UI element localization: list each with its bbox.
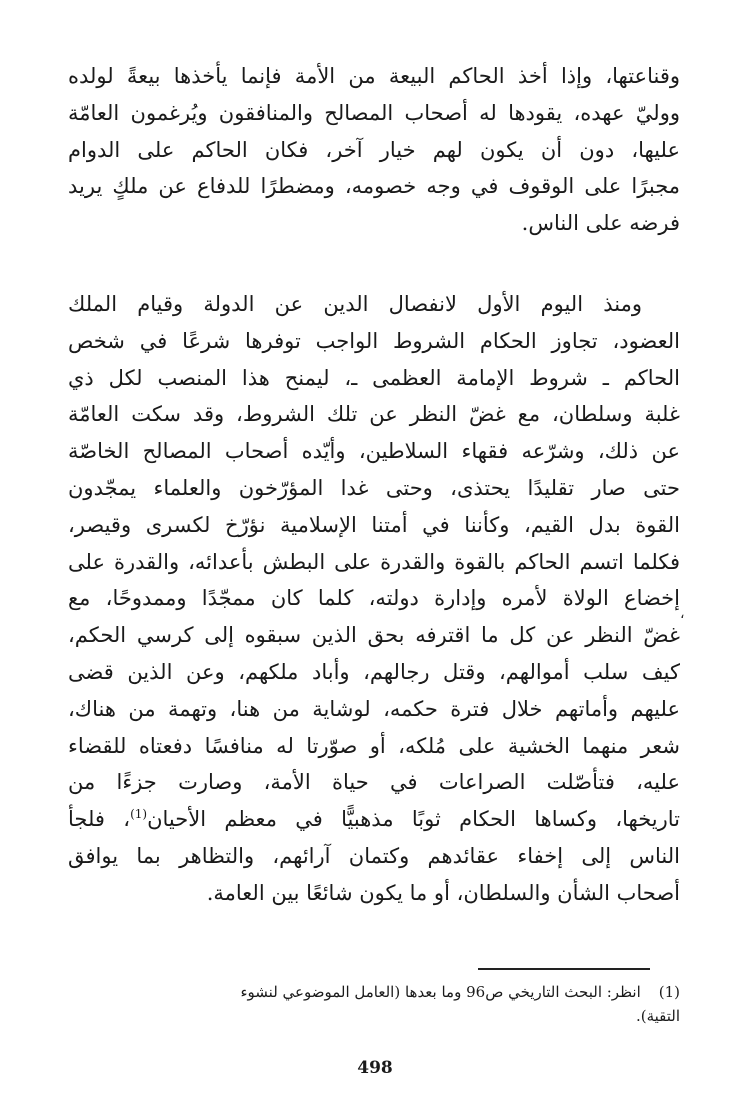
margin-mark: ، [680,606,685,622]
text-line: الناس إلى إخفاء عقائدهم وكتمان آرائهم، والتظاهر بما يوافق [68,843,680,868]
footnote-separator [478,968,650,970]
text-line: الحاكم ـ شروط الإمامة العظمى ـ، ليمنح هذا المنصب لكل ذي [68,365,680,390]
text-line: غلبة وسلطان، مع غضّ النظر عن تلك الشروط، وقد سكت العامّة [68,402,680,427]
text-line: حتى صار تقليدًا يحتذى، وحتى غدا المؤرّخون والعلماء يمجّدون [68,475,680,500]
footnote [200,980,680,1028]
text-line: فرضه على الناس. [521,211,680,236]
paragraph-2 [68,286,680,912]
text-line: وقناعتها، وإذا أخذ الحاكم البيعة من الأمة فإنما يأخذها بيعةً لولده [68,64,680,88]
text-line: عليهم وأماتهم خلال فترة حكمه، لوشاية من هنا، وتهمة من هناك، [68,696,680,721]
text-line: عليها، دون أن يكون لهم خيار آخر، فكان الحاكم على الدوام [68,137,680,162]
text-line: مجبرًا على الوقوف في وجه خصومه، ومضطرًا للدفاع عن ملكٍ يريد [68,174,680,199]
text-line: عن ذلك، وشرّعه فقهاء السلاطين، وأيّده أصحاب المصالح الخاصّة [68,439,680,464]
text-line-head: تاريخها، وكساها الحكام ثوبًا مذهبيًّا في معظم الأحيان [147,807,680,832]
footnote-number: (1) [658,983,680,1001]
footnote-reference[interactable]: (1) [130,807,148,822]
text-line-with-footnote [68,801,680,838]
text-line: إخضاع الولاة لأمره وإدارة دولته، كلما كان ممجّدًا وممدوحًا، مع [68,586,680,611]
paragraph-1 [68,58,680,242]
text-line: ووليّ عهده، يقودها له أصحاب المصالح والمنافقون ويُرغمون العامّة [68,100,680,125]
text-line: كيف سلب أموالهم، وقتل رجالهم، وأباد ملكهم، وعن الذين قضى [68,659,680,684]
text-line: العضود، تجاوز الحكام الشروط الواجب توفرها شرعًا في شخص [68,328,680,353]
text-line: شعر منهما الخشية على مُلكه، أو صوّرتا له منافسًا دفعتاه للقضاء [68,733,680,758]
text-line: فكلما اتسم الحاكم بالقوة والقدرة على البطش بأعدائه، والقدرة على [68,549,680,574]
text-line: عليه، فتأصّلت الصراعات في حياة الأمة، وصارت جزءًا من [68,770,680,795]
text-line: أصحاب الشأن والسلطان، أو ما يكون شائعًا بين العامة. [206,880,680,905]
footnote-text: انظر: البحث التاريخي ص96 وما بعدها (العامل الموضوعي لنشوء التقية). [240,983,680,1025]
text-line: القوة بدل القيم، وكأننا في أمتنا الإسلامية نؤرّخ لكسرى وقيصر، [68,512,680,537]
text-line: ومنذ اليوم الأول لانفصال الدين عن الدولة وقيام الملك [68,292,642,316]
text-line-tail: ، فلجأ [68,807,131,832]
text-line: غضّ النظر عن كل ما اقترفه بحق الذين سبقوه إلى كرسي الحكم، [68,623,680,648]
page-number: 498 [357,1058,393,1078]
